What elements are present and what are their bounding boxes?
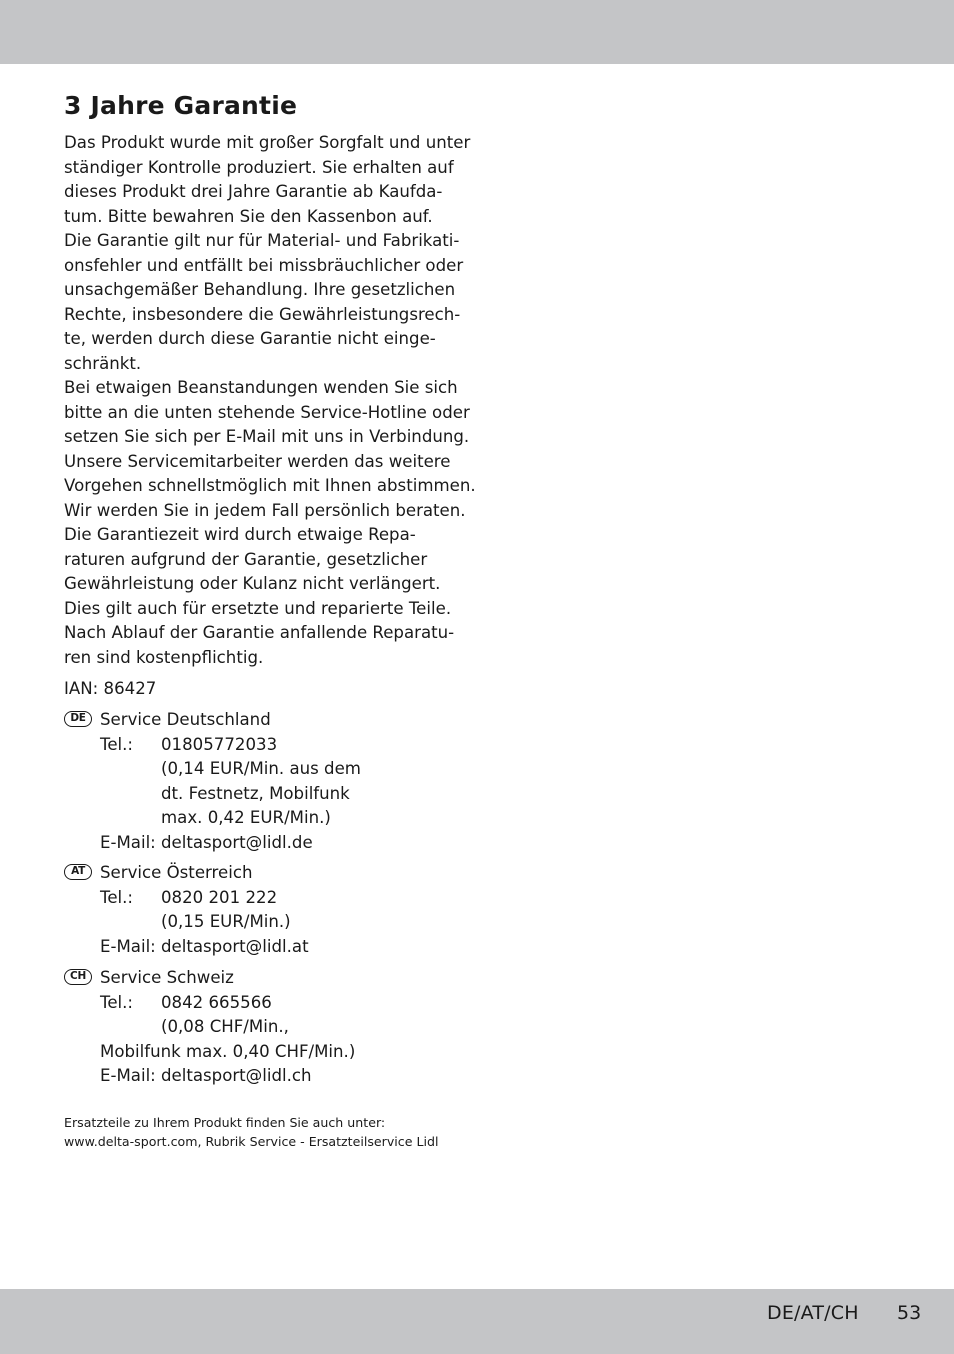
header-bar (0, 0, 954, 64)
email-label: E-Mail: (100, 1066, 156, 1085)
service-name: Service Deutschland (100, 710, 271, 729)
text-line: onsfehler und entfällt bei missbräuchlicher oder (64, 255, 464, 275)
text-line: ren sind kostenpflichtig. (64, 647, 264, 667)
ian-number: IAN: 86427 (64, 679, 157, 698)
country-badge-ch: CH (64, 969, 92, 985)
text-line: Wir werden Sie in jedem Fall persönlich beraten. (64, 500, 466, 520)
email-label: E-Mail: (100, 832, 156, 852)
text-line: raturen aufgrund der Garantie, gesetzlicher (64, 549, 428, 569)
email-address: deltasport@lidl.de (161, 832, 313, 852)
rate-note-line: (0,15 EUR/Min.) (161, 912, 291, 931)
phone-number: 0842 665566 (161, 992, 272, 1012)
text-line: dieses Produkt drei Jahre Garantie ab Kaufda- (64, 182, 443, 201)
text-line: Rechte, insbesondere die Gewährleistungsrech- (64, 304, 461, 324)
email-address: deltasport@lidl.at (161, 936, 309, 956)
text-line: schränkt. (64, 353, 142, 373)
rate-note-line: Mobilfunk max. 0,40 CHF/Min.) (100, 1041, 356, 1061)
phone-number: 01805772033 (161, 734, 278, 754)
rate-note-line: max. 0,42 EUR/Min.) (161, 808, 331, 827)
page-title: 3 Jahre Garantie (64, 91, 298, 120)
country-badge-at: AT (64, 864, 92, 880)
email-label: E-Mail: (100, 936, 156, 956)
email-address: deltasport@lidl.ch (161, 1066, 312, 1085)
text-line: Unsere Servicemitarbeiter werden das weitere (64, 451, 451, 471)
warranty-text (64, 131, 476, 670)
service-name: Service Schweiz (100, 968, 234, 987)
rate-note-line: (0,14 EUR/Min. aus dem (161, 759, 361, 778)
text-line: tum. Bitte bewahren Sie den Kassenbon auf. (64, 206, 433, 226)
spare-parts-note (64, 1113, 438, 1151)
footer-region: DE/AT/CH (767, 1302, 859, 1324)
text-line: Das Produkt wurde mit großer Sorgfalt und unter (64, 133, 471, 152)
phone-label: Tel.: (100, 887, 134, 907)
text-line: Nach Ablauf der Garantie anfallende Reparatu- (64, 623, 455, 642)
text-line: Bei etwaigen Beanstandungen wenden Sie sich (64, 378, 458, 397)
text-line: bitte an die unten stehende Service-Hotline oder (64, 402, 470, 422)
text-line: unsachgemäßer Behandlung. Ihre gesetzlichen (64, 280, 456, 299)
country-badge-de: DE (64, 711, 92, 727)
text-line: Dies gilt auch für ersetzte und reparierte Teile. (64, 598, 452, 618)
rate-note-line: (0,08 CHF/Min., (161, 1017, 289, 1036)
phone-label: Tel.: (100, 992, 134, 1012)
phone-label: Tel.: (100, 734, 134, 754)
text-line: ständiger Kontrolle produziert. Sie erhalten auf (64, 157, 454, 177)
text-line: Gewährleistung oder Kulanz nicht verlängert. (64, 574, 441, 593)
spare-parts-link: www.delta-sport.com, Rubrik Service - Ersatzteilservice Lidl (64, 1134, 439, 1149)
text-line: Vorgehen schnellstmöglich mit Ihnen abstimmen. (64, 476, 476, 495)
rate-note-line: dt. Festnetz, Mobilfunk (161, 783, 350, 803)
page-number: 53 (897, 1302, 922, 1324)
service-name: Service Österreich (100, 863, 253, 882)
text-line: Die Garantiezeit wird durch etwaige Repa- (64, 525, 416, 544)
phone-number: 0820 201 222 (161, 887, 278, 907)
spare-parts-line: Ersatzteile zu Ihrem Produkt finden Sie auch unter: (64, 1115, 386, 1130)
text-line: te, werden durch diese Garantie nicht einge- (64, 329, 436, 348)
text-line: setzen Sie sich per E-Mail mit uns in Verbindung. (64, 427, 470, 446)
text-line: Die Garantie gilt nur für Material- und Fabrikati- (64, 231, 460, 250)
